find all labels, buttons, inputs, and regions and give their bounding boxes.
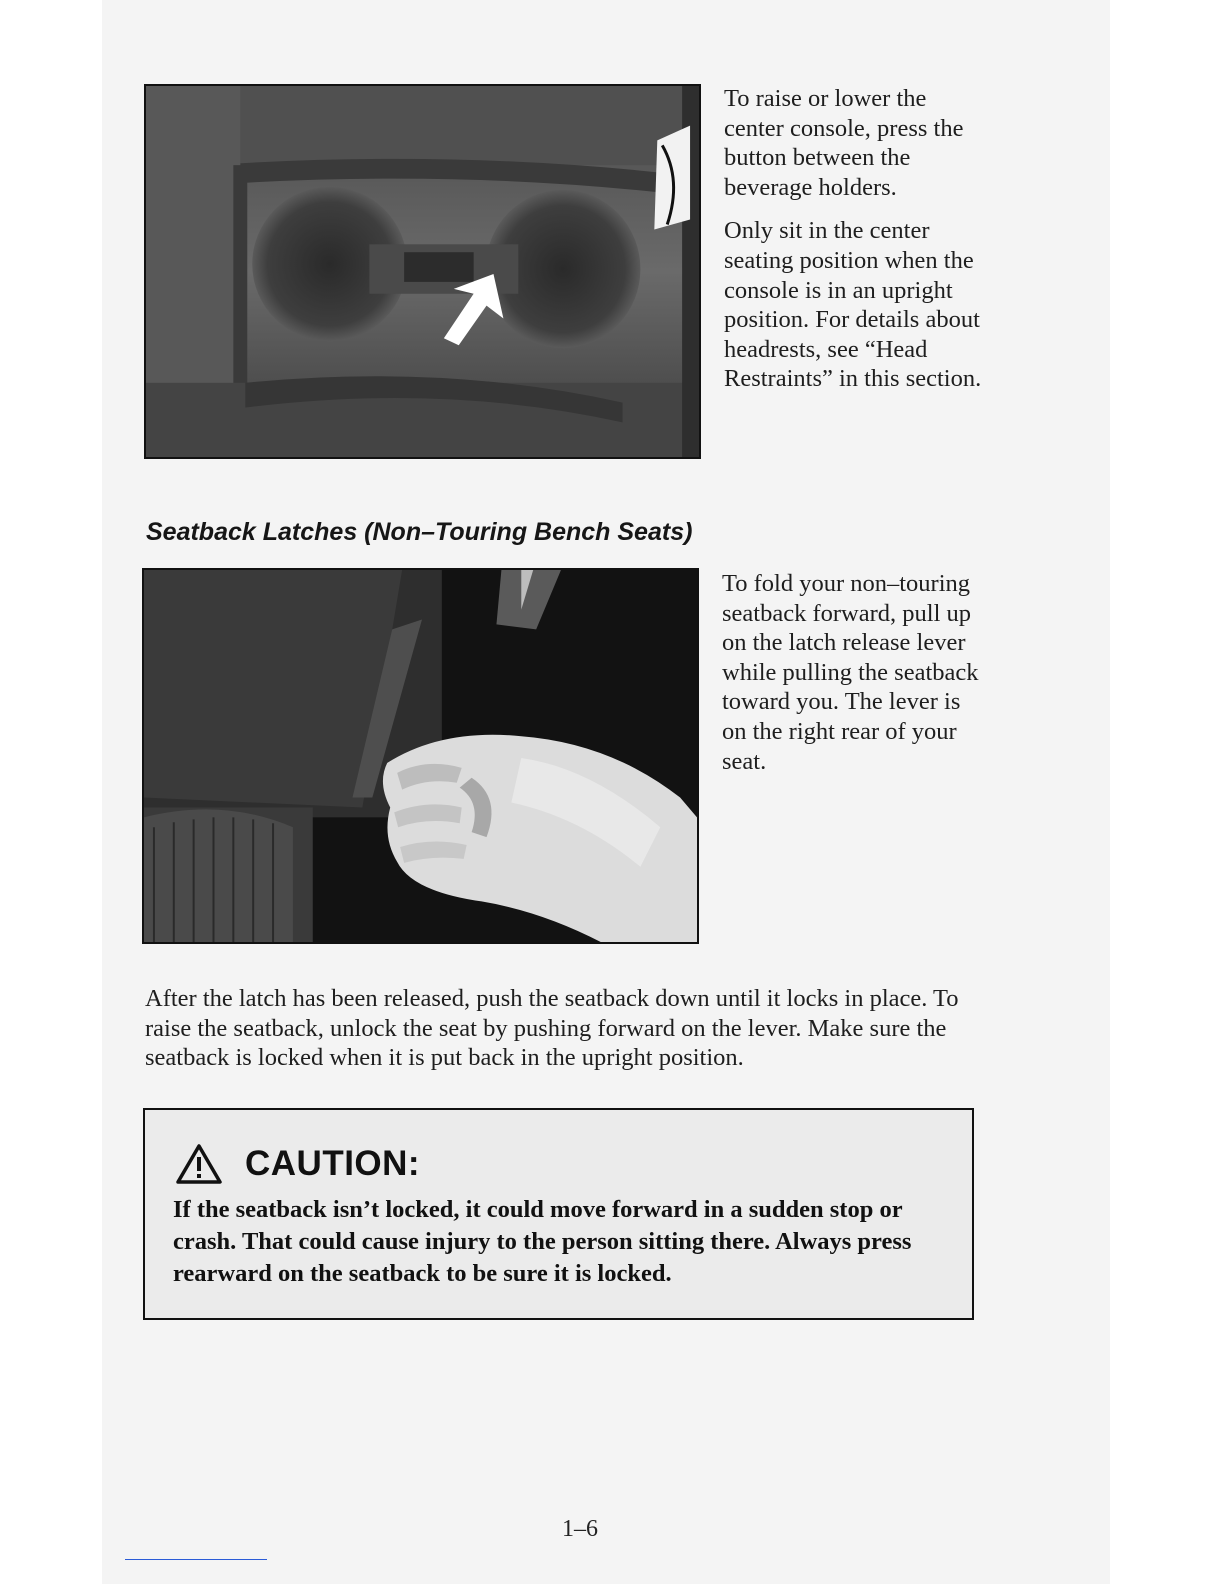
center-seating-paragraph: Only sit in the center seating position when the console is in an upright position. For details about headrests, see “Head Restraints” in this section. <box>724 217 982 393</box>
latch-release-paragraph: After the latch has been released, push the seatback down until it locks in place. To raise the seatback, unlock the seat by pushing forward on the lever. Make sure the seatback is locked when it is put back in the upright position. <box>145 985 959 1072</box>
caution-box <box>143 1108 974 1320</box>
caution-header <box>175 1143 420 1185</box>
warning-triangle-icon <box>175 1143 223 1185</box>
console-instructions <box>724 84 984 408</box>
caution-text: If the seatback isn’t locked, it could move forward in a sudden stop or crash. That could cause injury to the person sitting there. Always press rearward on the seatback to be sure it is locked. <box>173 1196 912 1287</box>
console-raise-lower-paragraph: To raise or lower the center console, press the button between the beverage holders. <box>724 85 964 201</box>
seatback-latches-heading: Seatback Latches (Non–Touring Bench Seats) <box>146 518 693 546</box>
caution-title: CAUTION: <box>245 1144 421 1183</box>
fold-seatback-instructions <box>722 569 984 790</box>
page-number: 1–6 <box>562 1516 598 1542</box>
footer-rule <box>125 1559 267 1560</box>
seatback-latch-photo <box>142 568 699 944</box>
fold-seatback-paragraph: To fold your non–touring seatback forward, pull up on the latch release lever while pulling the seatback toward you. The lever is on the right rear of your seat. <box>722 570 979 775</box>
center-console-photo <box>144 84 701 459</box>
